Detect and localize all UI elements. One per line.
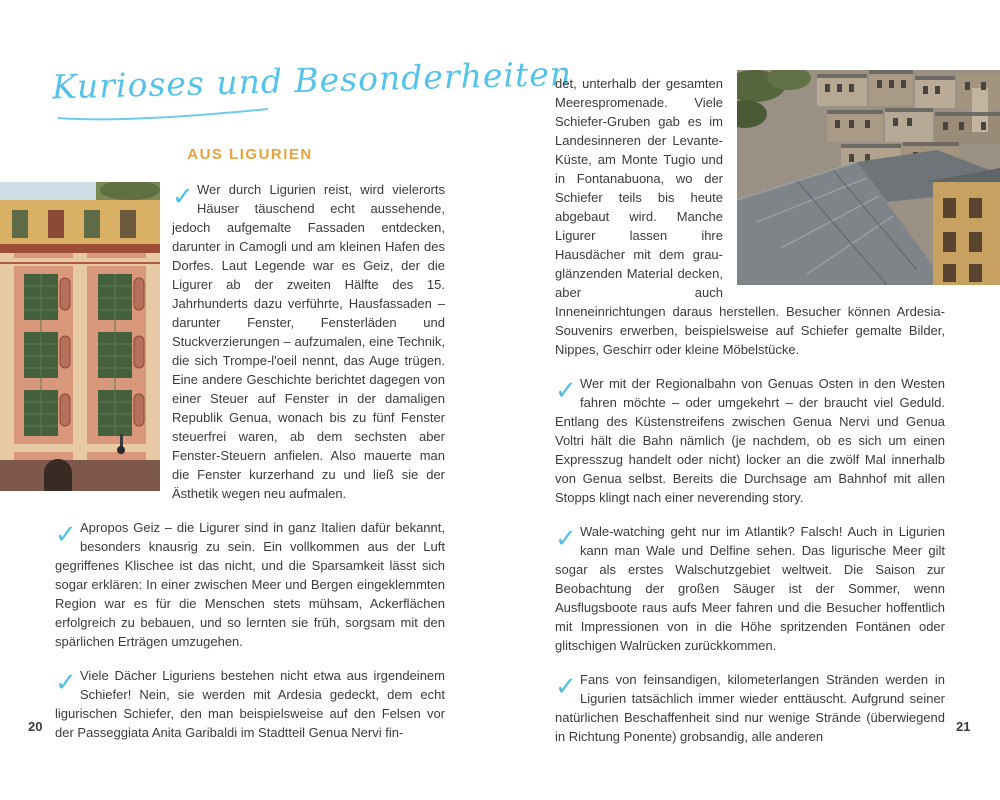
check-icon: ✓ <box>555 375 577 405</box>
left-page-body <box>0 180 445 742</box>
painted-facade-illustration <box>0 182 160 491</box>
section-subtitle: AUS LIGURIEN <box>187 146 313 163</box>
paragraph-text: Viele Dächer Liguriens bestehen nicht etwa aus irgendeinem Schiefer! Nein, sie werden mit Ardesia gedeckt, dem echt ligurischen Schiefer, den man beispielsweise auf den Felsen vor der Passeggiata Anita Garibaldi im Stadtteil Genua Nervi fin- <box>55 668 445 740</box>
paragraph-text: Wale-watching geht nur im Atlantik? Falsch! Auch in Ligurien kann man Wale und Delfine sehen. Das ligurische Meer gilt sogar als erstes Walschutzgebiet weltweit. Die Saison zur Beobachtung der großen Säuger ist der Sommer, wenn Ausflugsboote raus aufs Meer fahren und die Besucher hoffentlich mit Impressionen von in die Höhe spritzenden Fontänen oder glitschigen Walrücken zurückkommen. <box>555 524 945 653</box>
paragraph <box>555 670 945 746</box>
page-number-left: 20 <box>28 719 43 734</box>
page-number-right: 21 <box>956 719 971 734</box>
paragraph <box>55 518 445 651</box>
right-page-body <box>555 74 945 746</box>
check-icon: ✓ <box>172 181 194 211</box>
paragraph <box>555 522 945 655</box>
check-icon: ✓ <box>555 523 577 553</box>
check-icon: ✓ <box>55 519 77 549</box>
check-icon: ✓ <box>555 671 577 701</box>
painted-facade-photo <box>0 182 160 491</box>
paragraph-text: Wer mit der Regionalbahn von Genuas Osten in den Westen fahren möchte – oder umgekehrt – der braucht viel Geduld. Entlang des Küstenstreifens zwischen Genua Nervi und Genua Voltri hält die Bahn nämlich (je nachdem, ob es sich um einen Expresszug handelt oder nicht) locker an die zwölf Mal innerhalb von Genua selbst. Bereits die Durchsage am Bahnhof mit allen Stopps klingt nach einer neverending story. <box>555 376 945 505</box>
paragraph <box>55 666 445 742</box>
check-icon: ✓ <box>55 667 77 697</box>
photo-wrap-spacer <box>731 74 945 284</box>
paragraph-text: Wer durch Ligurien reist, wird vielerorts Häuser täuschend echt aussehende, jedoch aufgemalte Fassaden entdecken, darunter in Camogli und am kleinen Hafen des Dorfes. Laut Legende war es Geiz, der die Ligurer ab der zweiten Hälfte des 15. Jahrhunderts dazu verführte, Hausfassaden – darunter Fenster, Fensterläden und Stuckverzierungen – aufzumalen, eine Technik, die sich Trompe-l'oeil nennt, das Auge trügen. Eine andere Geschichte berichtet dagegen von einer Steuer auf Fenster in der damaligen Republik Genua, wonach bis zu fünf Fenster steuerfrei waren, ab dem sechsten aber Fenster-Steuern anfielen. Also mauerte man die Fenster kurzerhand zu und ließ sie der Ästhetik wegen neu aufmalen. <box>172 182 445 501</box>
title-flourish <box>58 106 268 122</box>
chapter-title: Kurioses und Besonderheiten <box>51 53 573 107</box>
paragraph-text: Fans von feinsandigen, kilometerlangen Stränden werden in Ligurien tatsächlich immer wieder enttäuscht. Aufgrund seiner natürlichen Beschaffenheit sind nur wenige Strände (überwiegend in Richtung Ponente) grobsandig, alle anderen <box>555 672 945 744</box>
paragraph-text: det, unterhalb der gesamten Meerespromenade. Viele Schiefer-Gruben gab es im Landesinneren der Levante-Küste, am Monte Tugio und in Fontanabuona, wo der Schiefer teils bis heute abgebaut wird. Manche Ligurer lassen ihre Hausdächer mit dem grau-glänzenden Material decken, aber auch Inneneinrichtungen daraus herstellen. Besucher können Ardesia-Souvenirs erwerben, beispielsweise auf Schiefer gemalte Bilder, Nippes, Geschirr oder kleine Möbelstücke. <box>555 76 945 357</box>
paragraph <box>555 374 945 507</box>
paragraph-text: Apropos Geiz – die Ligurer sind in ganz Italien dafür bekannt, besonders knausrig zu sein. Ein vollkommen aus der Luft gegriffenes Klischee ist das nicht, und die Sparsamkeit lässt sich sogar erklären: In einer zwischen Meer und Bergen eingeklemmten Region war es für die Menschen stets mühsam, Ackerflächen erfolgreich zu bebauen, und so lernten sie früh, sorgsam mit den spärlichen Erträgen umzugehen. <box>55 520 445 649</box>
